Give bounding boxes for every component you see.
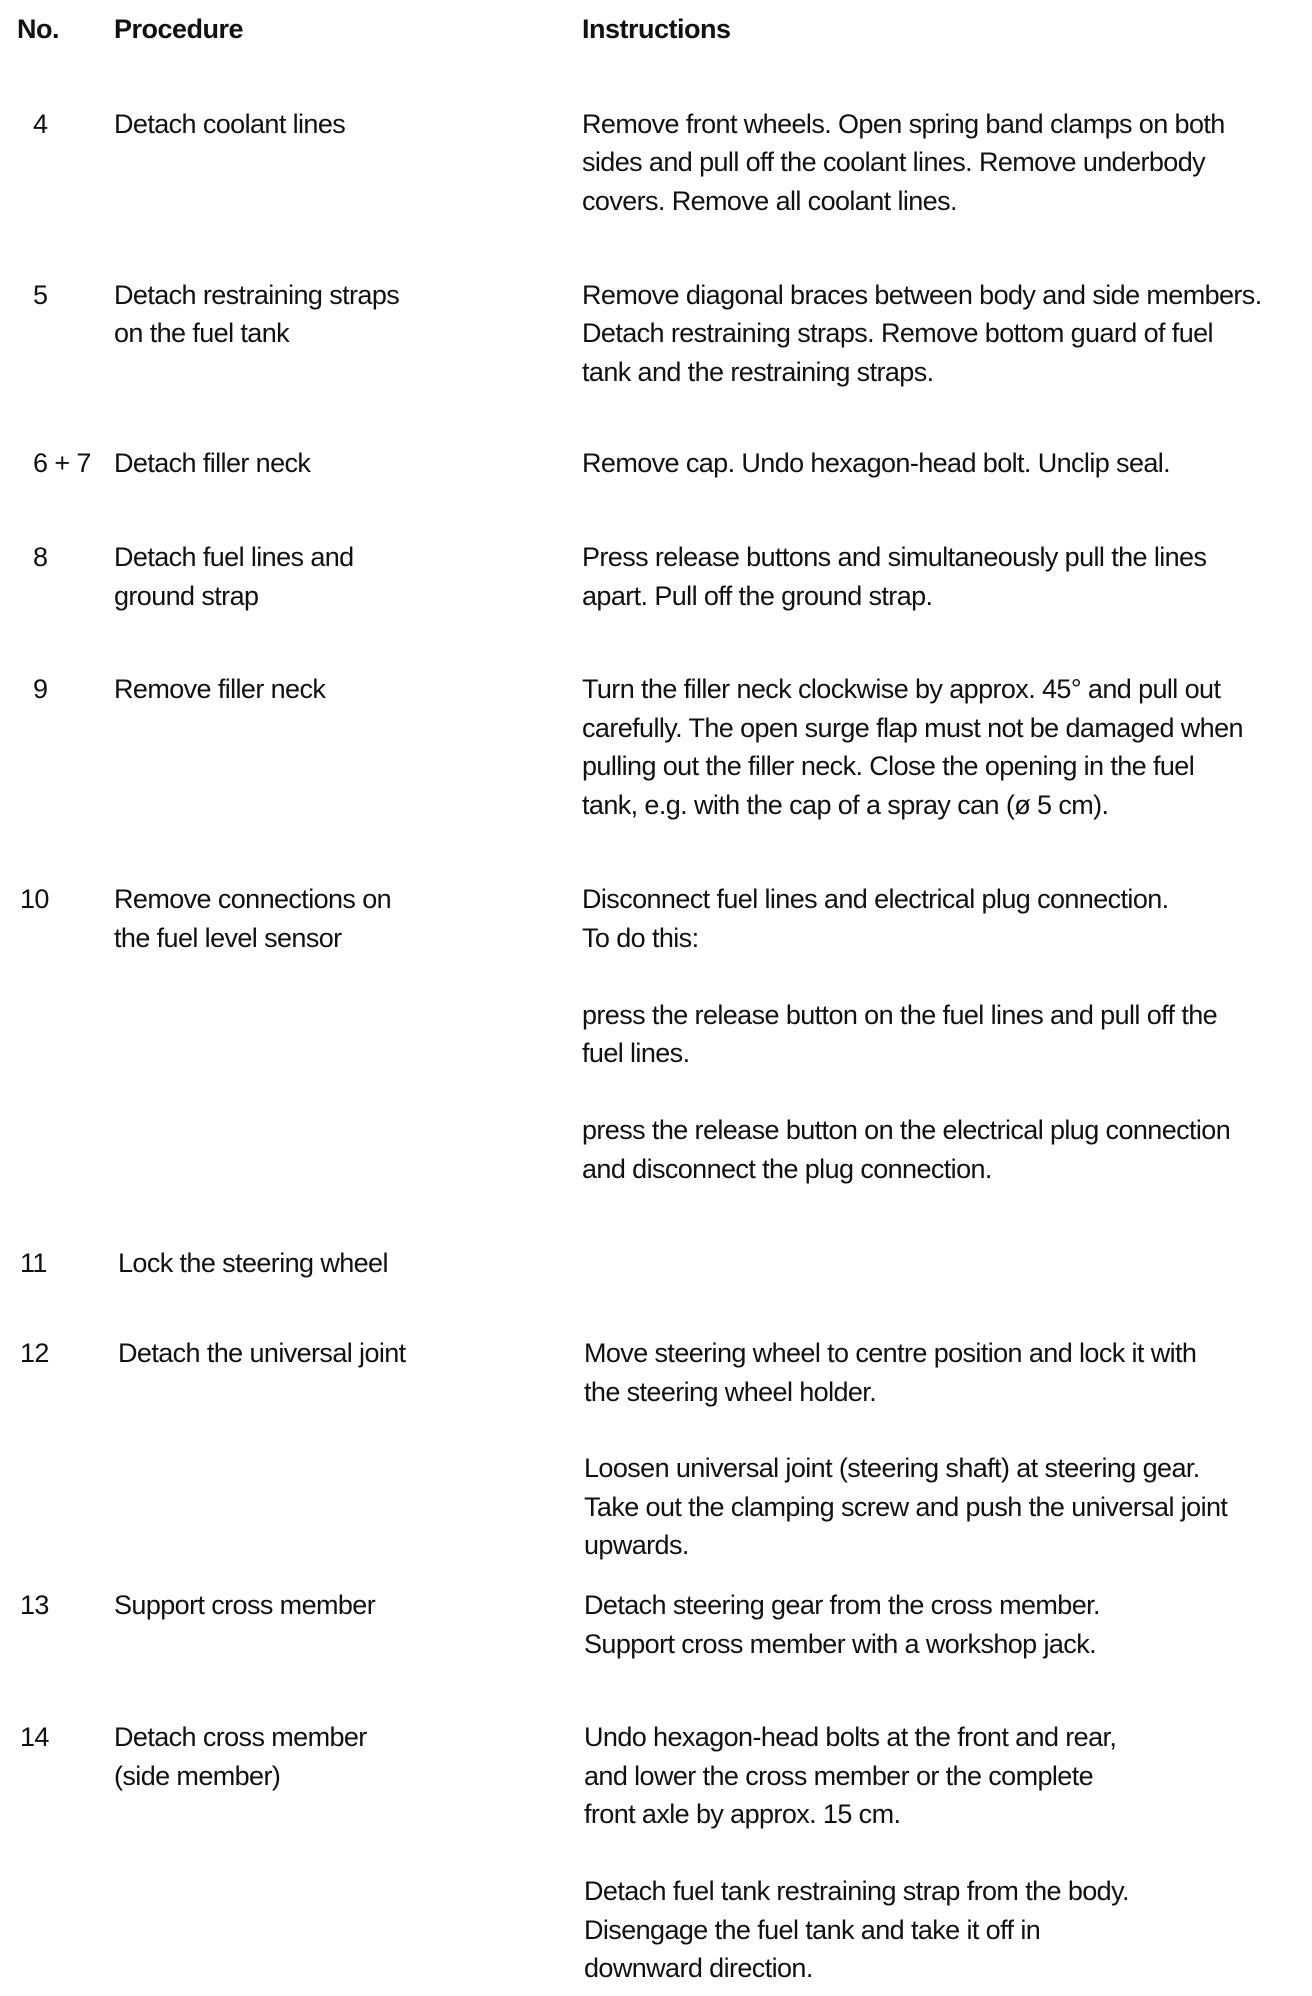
row-no: 11 xyxy=(20,1248,47,1278)
row-instruction-line: Disconnect fuel lines and electrical plug connection. xyxy=(582,884,1169,914)
row-instruction-line: Take out the clamping screw and push the universal joint xyxy=(584,1492,1228,1522)
row-instruction-line: Turn the filler neck clockwise by approx. 45° and pull out xyxy=(582,674,1221,704)
header-instructions: Instructions xyxy=(582,14,731,44)
row-no: 13 xyxy=(20,1590,49,1620)
row-instruction-line: press the release button on the electrical plug connection xyxy=(582,1115,1231,1145)
row-instruction-line: Detach fuel tank restraining strap from the body. xyxy=(584,1876,1129,1906)
row-instruction-line: tank and the restraining straps. xyxy=(582,357,934,387)
row-instruction-line: Disengage the fuel tank and take it off in xyxy=(584,1915,1041,1945)
row-no: 6 + 7 xyxy=(33,448,91,478)
row-instruction-line: downward direction. xyxy=(584,1953,813,1983)
row-instruction-line: and lower the cross member or the complete xyxy=(584,1761,1094,1791)
row-procedure: Detach restraining straps xyxy=(114,280,400,310)
row-instruction-line: sides and pull off the coolant lines. Remove underbody xyxy=(582,147,1206,177)
row-instruction-line: Press release buttons and simultaneously pull the lines xyxy=(582,542,1207,572)
row-procedure: Detach cross member xyxy=(114,1722,367,1752)
row-instruction-line: upwards. xyxy=(584,1530,689,1560)
row-procedure: on the fuel tank xyxy=(114,318,290,348)
header-no: No. xyxy=(17,14,59,44)
row-instruction-line: Loosen universal joint (steering shaft) at steering gear. xyxy=(584,1453,1200,1483)
row-instruction-line: press the release button on the fuel lines and pull off the xyxy=(582,1000,1218,1030)
row-procedure: Support cross member xyxy=(114,1590,376,1620)
row-no: 4 xyxy=(33,109,48,139)
row-instruction-line: Detach steering gear from the cross member. xyxy=(584,1590,1100,1620)
row-procedure: Detach fuel lines and xyxy=(114,542,354,572)
row-procedure: the fuel level sensor xyxy=(114,923,342,953)
row-procedure: Remove connections on xyxy=(114,884,392,914)
row-no: 14 xyxy=(20,1722,49,1752)
row-instruction-line: front axle by approx. 15 cm. xyxy=(584,1799,901,1829)
row-instruction-line: and disconnect the plug connection. xyxy=(582,1154,992,1184)
row-procedure: Detach filler neck xyxy=(114,448,311,478)
row-instruction-line: Remove front wheels. Open spring band clamps on both xyxy=(582,109,1225,139)
row-no: 10 xyxy=(20,884,49,914)
row-no: 9 xyxy=(33,674,48,704)
row-instruction-line: Move steering wheel to centre position and lock it with xyxy=(584,1338,1197,1368)
row-instruction-line: apart. Pull off the ground strap. xyxy=(582,581,933,611)
row-procedure: Detach coolant lines xyxy=(114,109,346,139)
row-instruction-line: To do this: xyxy=(582,923,699,953)
row-procedure: ground strap xyxy=(114,581,259,611)
row-instruction-line: covers. Remove all coolant lines. xyxy=(582,186,957,216)
row-instruction-line: fuel lines. xyxy=(582,1038,690,1068)
row-instruction-line: Support cross member with a workshop jack. xyxy=(584,1629,1097,1659)
row-instruction-line: the steering wheel holder. xyxy=(584,1377,877,1407)
header-procedure: Procedure xyxy=(114,14,244,44)
row-procedure: Lock the steering wheel xyxy=(118,1248,388,1278)
row-no: 12 xyxy=(20,1338,49,1368)
row-instruction-line: Detach restraining straps. Remove bottom guard of fuel xyxy=(582,318,1213,348)
row-procedure: Remove filler neck xyxy=(114,674,326,704)
row-procedure: Detach the universal joint xyxy=(118,1338,406,1368)
row-instruction-line: Remove cap. Undo hexagon-head bolt. Unclip seal. xyxy=(582,448,1171,478)
row-instruction-line: pulling out the filler neck. Close the opening in the fuel xyxy=(582,751,1195,781)
row-instruction-line: Undo hexagon-head bolts at the front and rear, xyxy=(584,1722,1117,1752)
row-no: 8 xyxy=(33,542,48,572)
row-no: 5 xyxy=(33,280,48,310)
row-instruction-line: carefully. The open surge flap must not be damaged when xyxy=(582,713,1243,743)
row-instruction-line: tank, e.g. with the cap of a spray can (ø 5 cm). xyxy=(582,790,1109,820)
row-instruction-line: Remove diagonal braces between body and side members. xyxy=(582,280,1262,310)
row-procedure: (side member) xyxy=(114,1761,281,1791)
